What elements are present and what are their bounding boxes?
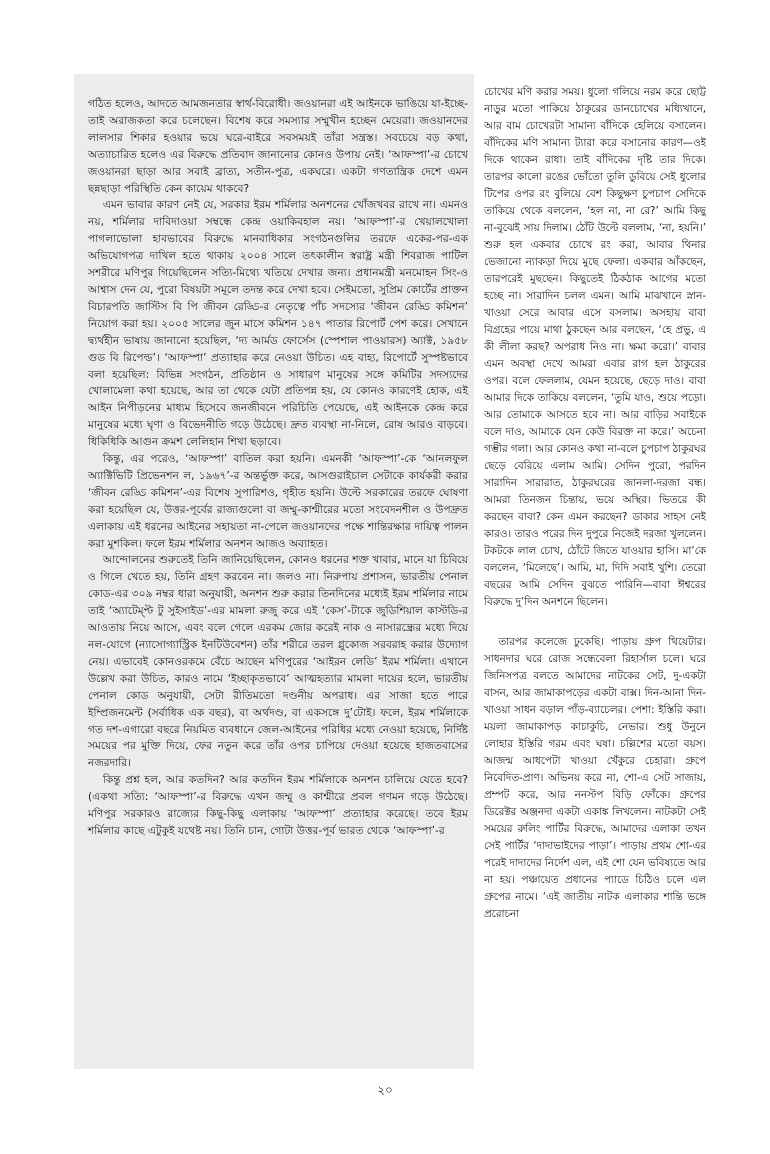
left-paragraph-2: এমন ভাবার কারণ নেই যে, সরকার ইরম শর্মিলার অনশনের খোঁজখবর রাখে না। এমনও নয়, শর্মিলার দাবিদাওয়া সম্বন্ধে কেন্দ্র ওয়াকিবহাল নয়। ‘আফস্পা’-র খেয়ালখোলা পাগলাভোলা হাবভাবের বিরুদ্ধে মানবাধিকার সংগঠনগুলির তরফে একের-পর-এক অভিযোগপত্র দাখিল হতে থাকায় ২০০৪ সালে তৎকালীন স্বরাষ্ট্র মন্ত্রী শিবরাজ পাটিল সশরীরে মণিপুর গিয়েছিলেন সত্যি-মিথ্যে খতিয়ে দেখার জন্য। প্রধানমন্ত্রী মনমোহন সিং-ও আশ্বাস দেন যে, পুরো বিষয়টা সমূলে তদন্ত করে দেখা হবে। সেইমতো, সুপ্রিম কোর্টের প্রাক্তন বিচারপতি জাস্টিস বি পি জীবন রেড্ডি-র নেতৃত্বে পাঁচ সদস্যের ‘জীবন রেড্ডি কমিশন’ নিয়োগ করা হয়। ২০০৫ সালের জুন মাসে কমিশন ১৪৭ পাতার রিপোর্ট পেশ করে। সেখানে দ্ব্যর্থহীন ভাষায় জানানো হয়েছিল, ‘দ্য আর্মড ফোর্সেস (স্পেশাল পাওয়ারস) অ্যাক্ট, ১৯৫৮ গুড বি রিপেল্ড’। ‘আফস্পা’ প্রত্যাহার করে নেওয়া উচিত। এহ বাহ্য, রিপোর্টে সুস্পষ্টভাবে বলা হয়েছিল: বিভিন্ন সংগঠন, প্রতিষ্ঠান ও সাধারণ মানুষের সঙ্গে কমিটির সদস্যদের খোলামেলা কথা হয়েছে, আর তা থেকে যেটা প্রতিপন্ন হয়, যে কোনও কারণেই হোক, এই আইন নিপীড়নের মাধ্যম হিসেবে জনজীবনে পরিচিতি পেয়েছে, এই আইনকে কেন্দ্র করে মানুষের মধ্যে ঘৃণা ও বিভেদনীতি গড়ে উঠেছে। দ্রুত ব্যবস্থা না-নিলে, রোষ আরও বাড়বে। ধিকিধিকি আগুন ক্রমশ লেলিহান শিখা ছড়াবে। (88, 199, 468, 449)
left-paragraph-3: কিন্তু, এর পরেও, ‘আফস্পা’ বাতিল করা হয়নি। এমনকী ‘আফস্পা’-কে ‘আনলফুল অ্যাক্টিভিটি প্রিভেনশন ল, ১৯৬৭’-র অন্তর্ভুক্ত করে, আসগুরাইচাল সেটাকে কার্যকরী করার ‘জীবন রেড্ডি কমিশন’-এর বিশেষ সুপারিশও, গৃহীত হয়নি। উল্টে সরকারের তরফে ঘোষণা করা হয়েছিল যে, উত্তর-পূর্বের রাজ্যগুলো বা জম্মু-কাশ্মীরের মতো সংবেদনশীল ও উপদ্রুত এলাকায় এই ধরনের আইনের সহায়তা না-পেলে জওয়ানদের পক্ষে শান্তিরক্ষার দায়িত্ব পালন করা মুশকিল। ফলে ইরম শর্মিলার অনশন আজও অব্যাহত। (88, 453, 468, 550)
left-paragraph-5: কিন্তু প্রশ্ন হল, আর কতদিন? আর কতদিন ইরম শর্মিলাকে অনশন চালিয়ে যেতে হবে? (একথা সত্যি: ‘আফস্পা’-র বিরুদ্ধে এখন জম্মু ও কাশ্মীরে প্রবল গণমন গড়ে উঠেছে। মণিপুর সরকারও রাজ্যের কিছু-কিছু এলাকায় ‘আফস্পা’ প্রত্যাহার করেছে। তবে ইরম শর্মিলার কাছে এটুকুই যথেষ্ট নয়। তিনি চান, গোটা উত্তর-পূর্ব ভারত থেকে ‘আফস্পা’-র (88, 774, 468, 837)
left-paragraph-1: গঠিত হলেও, আদতে আমজনতার স্বার্থ-বিরোধী। জওয়ানরা এই আইনকে ভাঙিয়ে যা-ইচ্ছে-তাই অরাজকতা করে চলেছেন। বিশেষ করে সমস্যার সম্মুখীন হচ্ছেন মেয়েরা। জওয়ানদের লালসার শিকার হওয়ার ভয়ে ঘরে-বাইরে সবসময়ই তাঁরা সন্ত্রস্ত। সবচেয়ে বড় কথা, অত্যাচারিত হলেও এর বিরুদ্ধে প্রতিবাদ জানানোর কোনও উপায় নেই। ‘আফস্পা’-র চোখে জওয়ানরা ছাড়া আর সবাই ব্রাত্য, সতীন-পুত্র, একঘরে। একটা গণতান্ত্রিক দেশে এমন ছন্নছাড়া পরিস্থিতি কেন কায়েম থাকবে? (88, 98, 468, 195)
page-number: ২০ (377, 1083, 393, 1097)
left-paragraph-4: আন্দোলনের শুরুতেই তিনি জানিয়েছিলেন, কোনও ধরনের শক্ত খাবার, মানে যা চিবিয়ে ও গিলে খেতে হয়, তিনি গ্রহণ করবেন না। জলও না। নিরুপায় প্রশাসন, ভারতীয় পেনাল কোড-এর ৩০৯ নম্বর ধারা অনুযায়ী, অনশন শুরু করার তিনদিনের মধ্যেই ইরম শর্মিলার নামে তাই ‘অ্যাটেম্প্ট টু সুইসাইড’-এর মামলা রুজু করে এই ‘কেস’-টাকে জুডিশিয়াল কাস্টডি-র আওতায় নিয়ে আসে, এবং বলে গেলে এরকম জোর করেই নাক ও নাসারন্ধ্রের মধ্যে দিয়ে নল-যোগে (ন্যাসোগ্যাস্ট্রিক ইনটিউবেশন) তাঁর শরীরে তরল গ্লুকোজ সরবরাহ করার উদ্যোগ নেয়। এভাবেই কোনওরকমে বেঁচে আছেন মণিপুরের ‘আইরন লেডি’ ইরম শর্মিলা। এখানে উল্লেখ করা উচিত, কারও নামে ‘ইচ্ছাকৃতভাবে’ আত্মহত্যার মামলা দায়ের হলে, ভারতীয় পেনাল কোড অনুযায়ী, সেটা রীতিমতো দণ্ডনীয় অপরাধ। এর সাজা হতে পারে ইম্প্রিজনমেন্ট (সর্বাধিক এক বছর), বা অর্থদণ্ড, বা একসঙ্গে দু’টোই। ফলে, ইরম শর্মিলাকে গত দশ-এগারো বছরে নিয়মিত ব্যবধানে জেল-আইনের পরিধির মধ্যে নেওয়া হয়েছে, নির্দিষ্ট সময়ের পর মুক্তি দিয়ে, ফের নতুন করে তাঁর ওপর চাপিয়ে দেওয়া হয়েছে হাজতবাসের নজরদারি। (88, 554, 468, 770)
right-paragraph-1: চোখের মণি করার সময়। ধুলো গলিয়ে নরম করে ছোট্ট নাড়ুর মতো পাকিয়ে ঠাকুরের ডানচোখের মধ্যিখানে, আর বাম চোখেরটা সামান্য বাঁদিকে হেলিয়ে বসালেন। বাঁদিকের মণি সামান্য ট্যারা করে বসানোর কারণ—ওই দিকে থাকেন রাধা। তাই বাঁদিকের দৃষ্টি তার দিকে। তারপর কালো রঙের ভোঁতো তুলি ডুবিয়ে সেই ধুলোর টিপের ওপর রং বুলিয়ে বেশ কিছুক্ষণ চুপচাপ সেদিকে তাকিয়ে থেকে বললেন, ‘হল না, না রে?’ আমি কিছু না-বুঝেই সায় দিলাম। ঠোঁট উল্টে বললাম, ‘না, হয়নি।’ শুরু হল একবার চোখে রং করা, আবার থিনার ভেজানো ন্যাকড়া দিয়ে মুছে ফেলা। একবার আঁকছেন, তারপরেই মুছছেন। কিছুতেই ঠিকঠাক আগের মতো হচ্ছে না। সারাদিন চলল এমন। আমি মাঝখানে স্নান-খাওয়া সেরে আবার এসে বসলাম। অসহায় বাবা বিগ্রহের পায়ে মাথা ঠুকছেন আর বলছেন, ‘হে প্রভু, এ কী লীলা করছ? অপরাধ নিও না। ক্ষমা করো।’ বাবার এমন অবস্থা দেখে আমরা এবার রাগ হল ঠাকুরের ওপর। বলে ফেললাম, যেমন হয়েছে, ছেড়ে দাও। বাবা আমার দিকে তাকিয়ে বললেন, ‘তুমি যাও, শুয়ে পড়ো। আর তোমাকে আসতে হবে না। আর বাড়ির সবাইকে বলে দাও, আমাকে যেন কেউ বিরক্ত না করে।’ অচেনা গম্ভীর গলা। আর কোনও কথা না-বলে চুপচাপ ঠাকুরঘর ছেড়ে বেরিয়ে এলাম আমি। সেদিন পুরো, পরদিন সারাদিন সারারাত, ঠাকুরঘরের জানলা-দরজা বন্ধ। আমরা তিনজন চিন্তায়, ভয়ে অস্থির। ভিতরে কী করছেন বাবা? কেন এমন করছেন? ডাকার সাহস নেই কারও। তারও পরের দিন দুপুরে নিজেই দরজা খুললেন। টকটকে লাল চোখ, ঠোঁটে জিতে যাওয়ার হাসি। মা’কে বললেন, ‘মিলেছে’। আমি, মা, দিদি সবাই খুশি। তেরো বছরের আমি সেদিন বুঝতে পারিনি—বাবা ঈশ্বরের বিরুদ্ধে দু’দিন অনশনে ছিলেন। (484, 86, 706, 608)
right-column-story (484, 72, 706, 1072)
right-paragraph-2: তারপর কলেজে ঢুকেছি। পাড়ায় গ্রুপ থিয়েটার। সাধনদার ঘরে রোজ সন্ধেবেলা রিহার্সাল চলে। ঘরে জিনিসপত্র বলতে আমাদের নাটকের সেট, দু-একটা বাসন, আর জামাকাপড়ের একটা বাক্স। দিন-আনা দিন-খাওয়া সাধন বড়াল পাঁড়-ব্যাচেলর। পেশা: ইস্তিরি করা। ময়লা জামাকাপড় কাচাকুচি, নেভার। শুধু উনুনে লোহার ইস্তিরি গরম এবং ঘষা। চল্লিশের মতো বয়স। আজন্ম আধপেটা খাওয়া খেঁকুরে চেহারা। গ্রুপে নিবেদিত-প্রাণ। অভিনয় করে না, শো-এ সেট সাজায়, প্রম্পট করে, আর ননস্টপ বিড়ি ফোঁকে। গ্রুপের ডিরেক্টর অঞ্জনদা একটা একাঙ্ক লিখলেন। নাটকটা সেই সময়ের রুলিং পার্টির বিরুদ্ধে, আমাদের এলাকা তখন সেই পার্টির ‘দাদাভাইদের পাড়া’। পাড়ায় প্রথম শো-এর পরেই দাদাদের নির্দেশ এল, এই শো যেন ভবিষ্যতে আর না হয়। পঞ্চায়েত প্রধানের প্যাডে চিঠিও চলে এল গ্রুপের নামে। ‘এই জাতীয় নাটক এলাকার শান্তি ভঙ্গে প্ররোচনা (484, 636, 706, 920)
left-column-sidebar (74, 74, 474, 1069)
